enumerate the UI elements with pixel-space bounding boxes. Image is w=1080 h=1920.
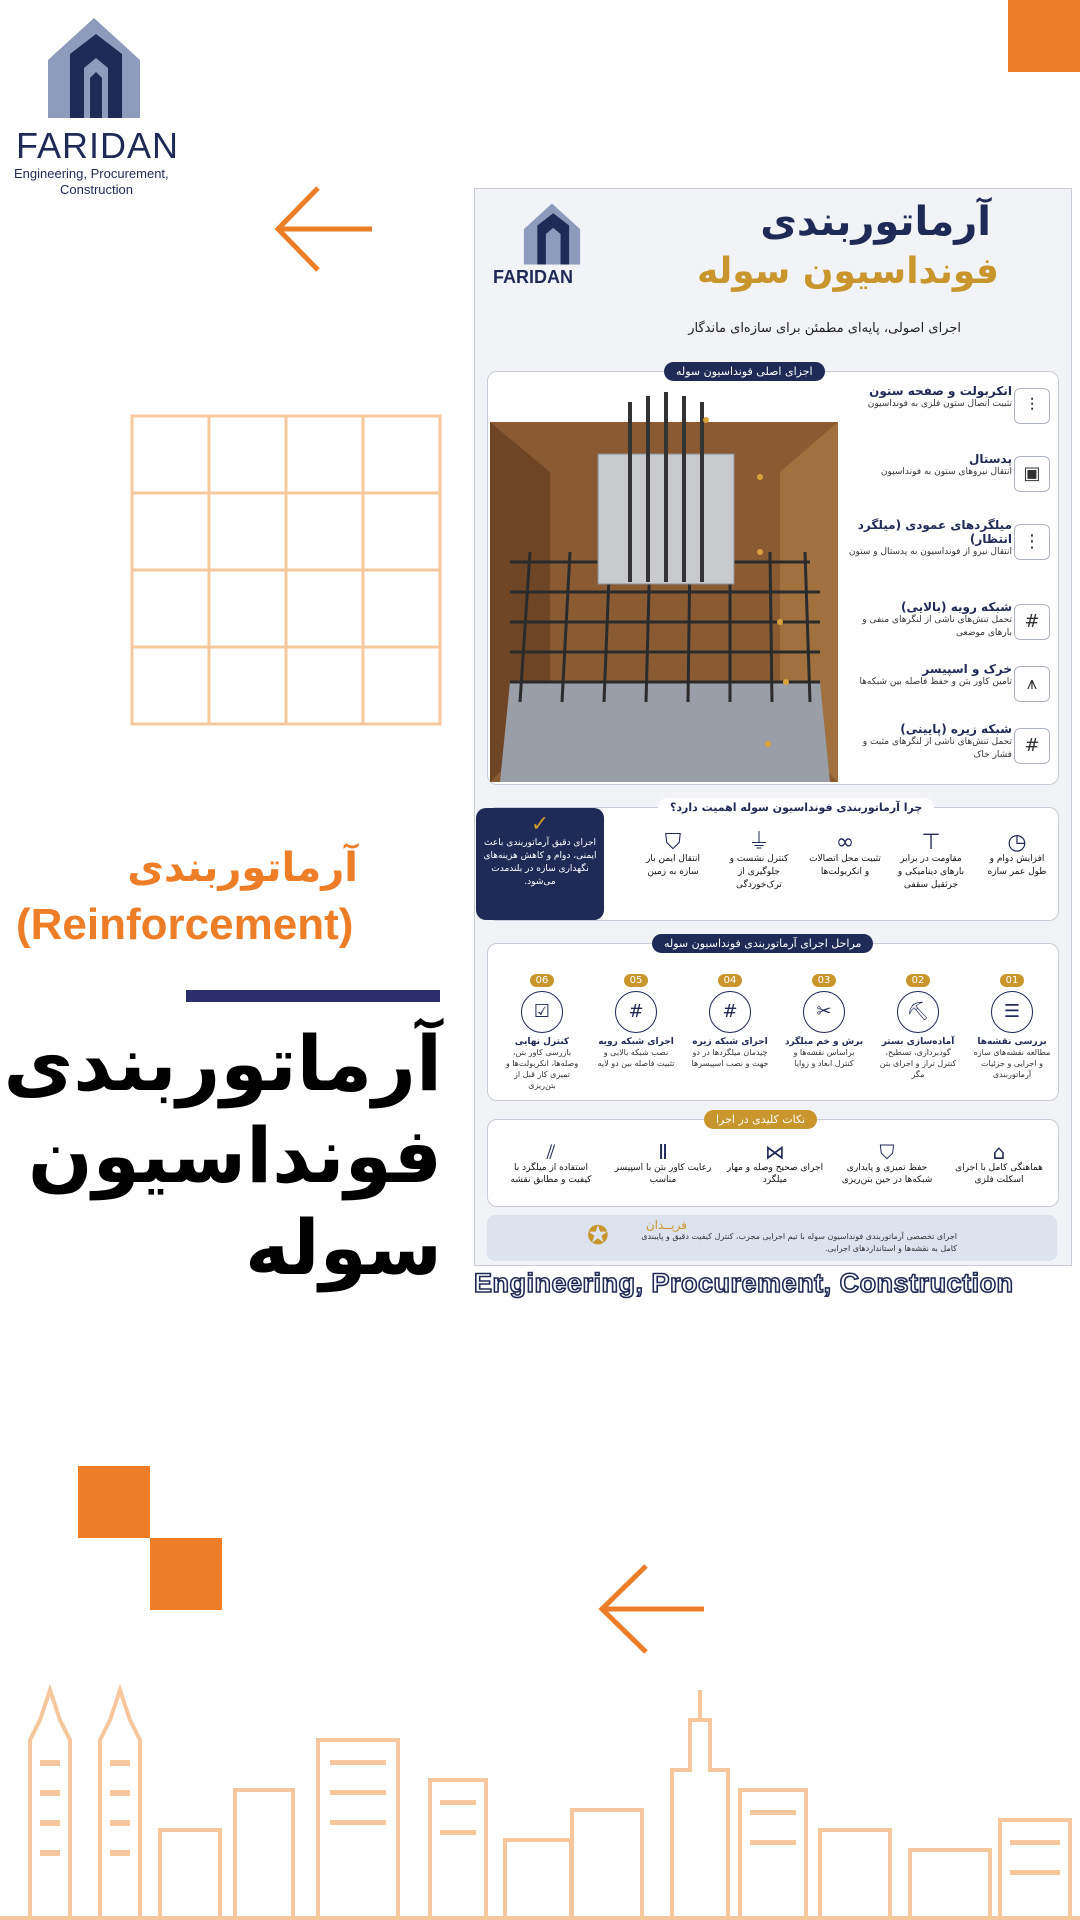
why-title: چرا آرماتوربندی فونداسیون سوله اهمیت دارد؟	[658, 798, 934, 817]
why-item-1	[980, 830, 1054, 879]
orange-square-2	[150, 1538, 222, 1610]
tip-5	[502, 1140, 600, 1186]
cut-icon: ✂	[803, 991, 845, 1033]
poster-logo-icon	[519, 201, 585, 267]
step-1	[972, 968, 1052, 1080]
step-5-desc: نصب شبکه بالایی و تثبیت فاصله بین دو لایه	[597, 1048, 675, 1068]
component-6	[842, 722, 1012, 762]
component-3-title: میلگردهای عمودی (میلگرد انتظار)	[857, 518, 1012, 546]
step-1-desc: مطالعه نقشه‌های سازه و اجرایی و جزئیات آرماتوربندی	[973, 1048, 1051, 1079]
tips-section	[487, 1113, 1059, 1207]
arrow-left-icon	[272, 184, 376, 274]
crane-icon: ⊤	[921, 830, 941, 855]
component-2	[842, 452, 1012, 479]
poster-title-2: فونداسیون سوله	[696, 251, 999, 292]
step-3-desc: براساس نقشه‌ها و کنترل ابعاد و زوایا	[793, 1048, 855, 1068]
step-3-num: 03	[812, 974, 837, 987]
title-en: (Reinforcement)	[16, 900, 354, 949]
footer-brand: فریــدان	[645, 1218, 687, 1232]
component-2-desc: انتقال نیروهای ستون به فونداسیون	[880, 467, 1012, 477]
why-highlight-text: اجرای دقیق آرماتوربندی باعث ایمنی، دوام و کاهش هزینه‌های نگهداری سازه در بلندمدت می‌شود.	[483, 838, 597, 887]
tagline-bottom: Engineering, Procurement, Construction	[474, 1268, 1014, 1298]
tip-1-text: هماهنگی کامل با اجرای اسکلت فلزی	[955, 1163, 1043, 1185]
mesh-icon: #	[1014, 604, 1050, 640]
step-2-num: 02	[906, 974, 931, 987]
link-icon: ∞	[835, 830, 855, 855]
step-2-title: آماده‌سازی بستر	[881, 1037, 955, 1047]
spacer-icon: ⩚	[1014, 666, 1050, 702]
why-item-2-text: مقاومت در برابر بارهای دینامیکی و جرثقیل سقفی	[897, 854, 965, 890]
step-6	[502, 968, 582, 1091]
main-title-line-2: فونداسیون	[27, 1111, 442, 1200]
tip-5-text: استفاده از میلگرد با کیفیت و مطابق نقشه	[510, 1163, 592, 1185]
excavator-icon: ⛏	[897, 991, 939, 1033]
frame-icon: ⌂	[992, 1140, 1006, 1164]
step-2-desc: گودبرداری، تسطیح، کنترل تراز و اجرای بتن مگر	[879, 1048, 957, 1079]
why-item-5	[636, 830, 710, 879]
component-1-title: انکربولت و صفحه ستون	[869, 384, 1012, 398]
component-5-desc: تامین کاور بتن و حفظ فاصله بین شبکه‌ها	[859, 677, 1012, 687]
arrow-left-bottom-icon	[596, 1562, 708, 1656]
component-1-desc: تثبیت اتصال ستون فلزی به فونداسیون	[867, 399, 1012, 409]
component-2-title: پدستال	[968, 452, 1012, 466]
checklist-icon: ☑	[521, 991, 563, 1033]
tip-1	[950, 1140, 1048, 1186]
pedestal-icon: ▣	[1014, 456, 1050, 492]
city-skyline-illustration	[0, 1680, 1080, 1920]
logo-name: FARIDAN	[16, 125, 180, 166]
component-1	[842, 384, 1012, 411]
tip-3-text: اجرای صحیح وصله و مهار میلگرد	[726, 1163, 824, 1185]
clock-icon: ◷	[1007, 830, 1027, 855]
why-highlight-box	[476, 808, 604, 920]
shield-check-icon: ✓	[530, 812, 550, 837]
component-6-title: شبکه زیره (پایینی)	[900, 722, 1012, 736]
step-3	[784, 968, 864, 1069]
step-6-num: 06	[530, 974, 555, 987]
steps-title: مراحل اجرای آرماتوربندی فونداسیون سوله	[652, 934, 873, 953]
step-5	[596, 968, 676, 1069]
divider	[186, 990, 440, 1002]
component-5-title: خرک و اسپیسر	[922, 662, 1012, 676]
tip-4	[614, 1140, 712, 1186]
why-item-2	[894, 830, 968, 892]
anchor-bolt-icon: ⫶	[1014, 388, 1050, 424]
component-3	[842, 518, 1012, 559]
shield-check-icon: ⛉	[879, 1140, 895, 1164]
tip-3	[726, 1140, 824, 1186]
step-3-title: برش و خم میلگرد	[784, 1037, 864, 1047]
decorative-grid	[130, 414, 442, 726]
component-4	[842, 600, 1012, 640]
components-section	[487, 365, 1059, 785]
step-4	[690, 968, 770, 1069]
ground-icon: ⏚	[747, 830, 770, 855]
grid-icon: #	[615, 991, 657, 1033]
why-item-3-text: تثبیت محل اتصالات و انکربولت‌ها	[809, 854, 881, 877]
why-item-5-text: انتقال ایمن بار سازه به زمین	[646, 854, 700, 877]
component-3-desc: انتقال نیرو از فونداسیون به پدستال و ستون	[848, 547, 1012, 557]
why-section	[483, 801, 1059, 921]
footer-text: اجرای تخصصی آرماتوربندی فونداسیون سوله با تیم اجرایی مجرب، کنترل کیفیت دقیق و پایبندی کامل به نقشه‌ها و استانداردهای اجرایی.	[641, 1232, 957, 1253]
why-item-4	[722, 830, 796, 892]
orange-square-top	[1008, 0, 1080, 72]
step-5-num: 05	[624, 974, 649, 987]
steps-section	[487, 937, 1059, 1101]
mesh-icon: #	[1014, 728, 1050, 764]
poster-footer	[487, 1215, 1057, 1261]
step-2	[878, 968, 958, 1080]
logo-tagline-2: Construction	[60, 182, 133, 197]
step-5-title: اجرای شبکه رویه	[598, 1037, 674, 1047]
tips-title: نکات کلیدی در اجرا	[704, 1110, 817, 1129]
why-item-4-text: کنترل نشست و جلوگیری از ترک‌خوردگی	[729, 854, 789, 890]
tie-icon: ⋈	[765, 1140, 785, 1164]
step-6-title: کنترل نهایی	[514, 1037, 570, 1047]
component-6-desc: تحمل تنش‌های ناشی از لنگرهای مثبت و فشار خاک	[862, 737, 1012, 760]
foundation-illustration	[490, 382, 838, 782]
poster-brand: FARIDAN	[493, 267, 573, 287]
step-4-num: 04	[718, 974, 743, 987]
step-4-desc: چیدمان میلگردها در دو جهت و نصب اسپیسرها	[691, 1048, 769, 1068]
chair-icon: Ⅱ	[658, 1140, 668, 1164]
step-1-title: بررسی نقشه‌ها	[977, 1037, 1047, 1047]
main-title-line-1: آرماتوربندی	[3, 1019, 442, 1108]
faridan-logo-icon	[40, 14, 148, 122]
why-item-1-text: افزایش دوام و طول عمر سازه	[987, 854, 1047, 877]
bars-icon: ⫽	[546, 1140, 556, 1164]
clipboard-icon: ☰	[991, 991, 1033, 1033]
main-title-line-3: سوله	[244, 1203, 442, 1292]
poster-title-1: آرماتوربندی	[760, 199, 991, 245]
rebar-icon: ⋮	[1014, 524, 1050, 560]
component-4-title: شبکه رویه (بالایی)	[900, 600, 1012, 614]
title-fa: آرماتوربندی	[127, 845, 358, 891]
logo-tagline-1: Engineering, Procurement,	[14, 166, 169, 181]
infographic-poster	[474, 188, 1072, 1266]
orange-square-1	[78, 1466, 150, 1538]
main-title	[3, 1018, 442, 1294]
component-4-desc: تحمل تنش‌های ناشی از لنگرهای منفی و بارهای موضعی	[862, 615, 1012, 638]
why-item-3	[808, 830, 882, 879]
step-6-desc: بازرسی کاور بتن، وصله‌ها، انکربولت‌ها و تمیزی کار قبل از بتن‌ریزی	[505, 1048, 579, 1090]
tip-2-text: حفظ تمیزی و پایداری شبکه‌ها در حین بتن‌ریزی	[841, 1163, 933, 1185]
award-icon: ✪	[587, 1221, 609, 1251]
component-5	[842, 662, 1012, 689]
poster-subtitle: اجرای اصولی، پایه‌ای مطمئن برای سازه‌ای ماندگار	[688, 321, 961, 336]
tip-4-text: رعایت کاور بتن با اسپیسر مناسب	[614, 1163, 712, 1185]
shield-icon: ⛉	[664, 830, 682, 855]
grid-icon: #	[709, 991, 751, 1033]
tip-2	[838, 1140, 936, 1186]
step-4-title: اجرای شبکه زیره	[692, 1037, 768, 1047]
step-1-num: 01	[1000, 974, 1025, 987]
components-title: اجزای اصلی فونداسیون سوله	[664, 362, 825, 381]
